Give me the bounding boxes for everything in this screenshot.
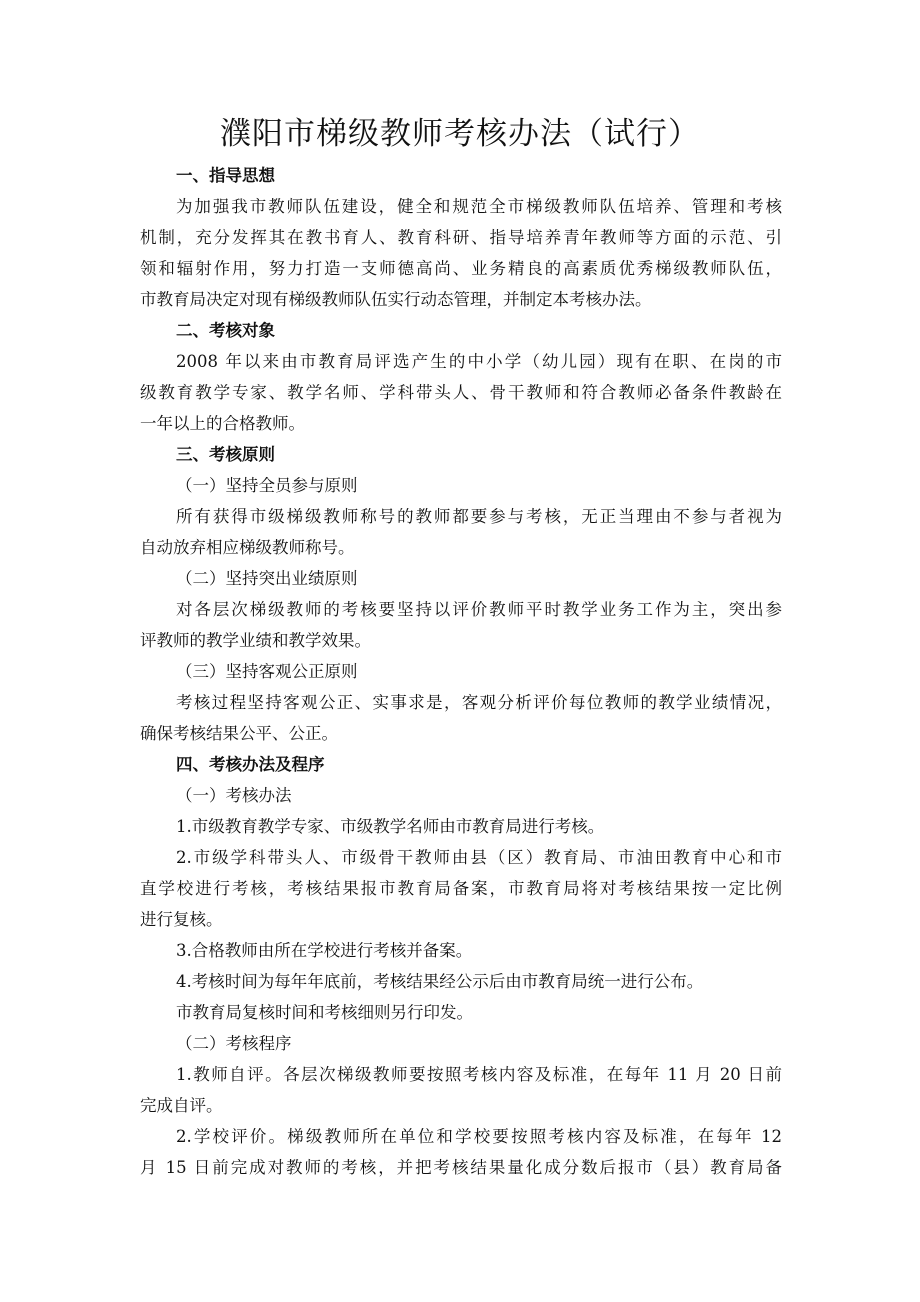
paragraph-line: 一年以上的合格教师。 xyxy=(140,414,305,433)
document-title: 濮阳市梯级教师考核办法（试行） xyxy=(220,116,700,152)
paragraph-line: 完成自评。 xyxy=(140,1096,223,1115)
paragraph-line: 2008 年以来由市教育局评选产生的中小学（幼儿园）现有在职、在岗的市 xyxy=(176,352,782,371)
paragraph-line: 月 15 日前完成对教师的考核，并把考核结果量化成分数后报市（县）教育局备 xyxy=(140,1158,782,1177)
paragraph-line: 市教育局决定对现有梯级教师队伍实行动态管理，并制定本考核办法。 xyxy=(140,290,652,309)
subsection-heading: （一）考核办法 xyxy=(176,786,292,805)
list-item: 2.学校评价。梯级教师所在单位和学校要按照考核内容及标准，在每年 12 xyxy=(176,1127,782,1146)
paragraph-line: 机制，充分发挥其在教书育人、教育科研、指导培养青年教师等方面的示范、引 xyxy=(140,228,782,247)
subsection-heading: （二）考核程序 xyxy=(176,1034,292,1053)
paragraph-line: 级教育教学专家、教学名师、学科带头人、骨干教师和符合教师必备条件教龄在 xyxy=(140,383,782,402)
list-item: 1.市级教育教学专家、市级教学名师由市教育局进行考核。 xyxy=(176,817,605,836)
paragraph-line: 领和辐射作用，努力打造一支师德高尚、业务精良的高素质优秀梯级教师队伍， xyxy=(140,259,782,278)
subsection-heading: （一）坚持全员参与原则 xyxy=(176,476,358,495)
paragraph-line: 所有获得市级梯级教师称号的教师都要参与考核，无正当理由不参与者视为 xyxy=(176,507,782,526)
list-item: 1.教师自评。各层次梯级教师要按照考核内容及标准，在每年 11 月 20 日前 xyxy=(176,1065,782,1084)
paragraph-line: 确保考核结果公平、公正。 xyxy=(140,724,338,743)
list-item: 3.合格教师由所在学校进行考核并备案。 xyxy=(176,941,473,960)
section-heading: 三、考核原则 xyxy=(176,445,275,464)
section-heading: 一、指导思想 xyxy=(176,166,275,185)
paragraph-line: 自动放弃相应梯级教师称号。 xyxy=(140,538,355,557)
paragraph-line: 对各层次梯级教师的考核要坚持以评价教师平时教学业务工作为主，突出参 xyxy=(176,600,782,619)
section-heading: 四、考核办法及程序 xyxy=(176,755,325,774)
paragraph-line: 直学校进行考核，考核结果报市教育局备案，市教育局将对考核结果按一定比例 xyxy=(140,879,782,898)
subsection-heading: （三）坚持客观公正原则 xyxy=(176,662,358,681)
section-heading: 二、考核对象 xyxy=(176,321,275,340)
paragraph-line: 为加强我市教师队伍建设，健全和规范全市梯级教师队伍培养、管理和考核 xyxy=(176,197,782,216)
paragraph-line: 考核过程坚持客观公正、实事求是，客观分析评价每位教师的教学业绩情况， xyxy=(176,693,782,712)
paragraph-line: 评教师的教学业绩和教学效果。 xyxy=(140,631,371,650)
list-item: 2.市级学科带头人、市级骨干教师由县（区）教育局、市油田教育中心和市 xyxy=(176,848,782,867)
paragraph-line: 市教育局复核时间和考核细则另行印发。 xyxy=(176,1003,473,1022)
paragraph-line: 进行复核。 xyxy=(140,910,223,929)
subsection-heading: （二）坚持突出业绩原则 xyxy=(176,569,358,588)
list-item: 4.考核时间为每年年底前，考核结果经公示后由市教育局统一进行公布。 xyxy=(176,972,704,991)
document-body xyxy=(140,160,782,1183)
